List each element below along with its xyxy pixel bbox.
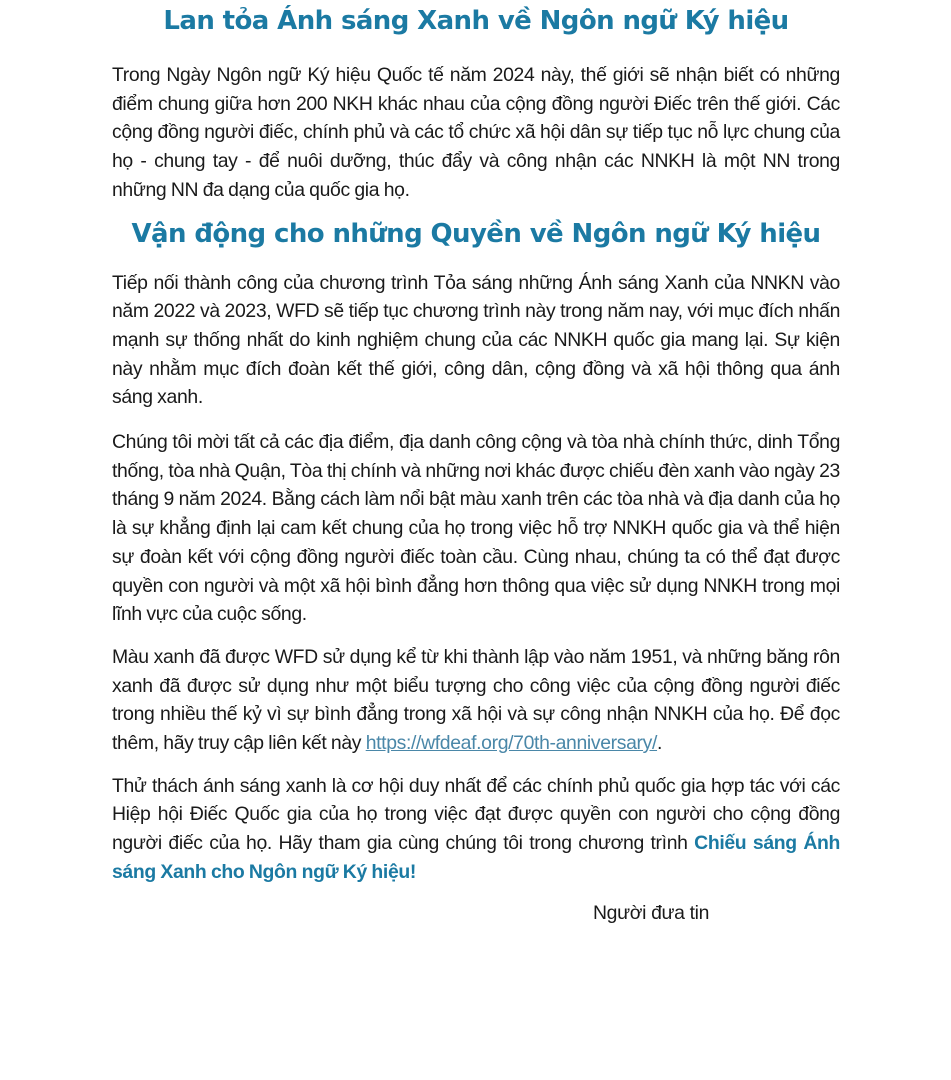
paragraph-challenge [112, 772, 840, 887]
paragraph-history [112, 643, 840, 758]
heading-spread-blue-light: Lan tỏa Ánh sáng Xanh về Ngôn ngữ Ký hiệu [163, 6, 789, 36]
paragraph-intro: Trong Ngày Ngôn ngữ Ký hiệu Quốc tế năm 2024 này, thế giới sẽ nhận biết có những điểm chung giữa hơn 200 NKH khác nhau của cộng đồng người Điếc trên thế giới. Các cộng đồng người điếc, chính phủ và các tổ chức xã hội dân sự tiếp tục nỗ lực chung của họ - chung tay - để nuôi dưỡng, thúc đẩy và công nhận các NNKH là một NN trong những NN đa dạng của quốc gia họ. [112, 64, 840, 201]
document-page [112, 0, 840, 927]
signature: Người đưa tin [593, 901, 710, 924]
call-to-action: Chiếu sáng Ánh sáng Xanh cho Ngôn ngữ Ký hiệu! [112, 832, 840, 883]
heading-advocacy-sign-language-rights: Vận động cho những Quyền về Ngôn ngữ Ký hiệu [131, 218, 821, 249]
paragraph-continuation: Tiếp nối thành công của chương trình Tỏa sáng những Ánh sáng Xanh của NNKN vào năm 2022 và 2023, WFD sẽ tiếp tục chương trình này trong năm nay, với mục đích nhấn mạnh sự thống nhất do kinh nghiệm chung của các NNKH quốc gia mang lại. Sự kiện này nhằm mục đích đoàn kết thế giới, công dân, cộng đồng và xã hội thông qua ánh sáng xanh. [112, 271, 840, 409]
paragraph-history-end: . [657, 732, 663, 755]
paragraph-challenge-text: Thử thách ánh sáng xanh là cơ hội duy nhất để các chính phủ quốc gia hợp tác với các Hiệp hội Điếc Quốc gia của họ trong việc đạt được quyền con người cho cộng đồng người điếc của họ. Hãy tham gia cùng chúng tôi trong chương trình [112, 774, 840, 855]
paragraph-invitation: Chúng tôi mời tất cả các địa điểm, địa danh công cộng và tòa nhà chính thức, dinh Tổng thống, tòa nhà Quận, Tòa thị chính và những nơi khác được chiếu đèn xanh vào ngày 23 tháng 9 năm 2024. Bằng cách làm nổi bật màu xanh trên các tòa nhà và địa danh của họ là sự khẳng định lại cam kết chung của họ trong việc hỗ trợ NNKH quốc gia và thể hiện sự đoàn kết với cộng đồng người điếc toàn cầu. Cùng nhau, chúng ta có thể đạt được quyền con người và một xã hội bình đẳng hơn thông qua việc sử dụng NNKH trong mọi lĩnh vực của cuộc sống. [112, 431, 840, 626]
anniversary-link[interactable]: https://wfdeaf.org/70th-anniversary/ [365, 732, 658, 755]
paragraph-history-text: Màu xanh đã được WFD sử dụng kể từ khi thành lập vào năm 1951, và những băng rôn xanh đã được sử dụng như một biểu tượng cho công việc của cộng đồng người điếc trong nhiều thế kỷ vì sự bình đẳng trong xã hội và sự công nhận NNKH của họ. Để đọc thêm, hãy truy cập liên kết này [112, 645, 840, 755]
